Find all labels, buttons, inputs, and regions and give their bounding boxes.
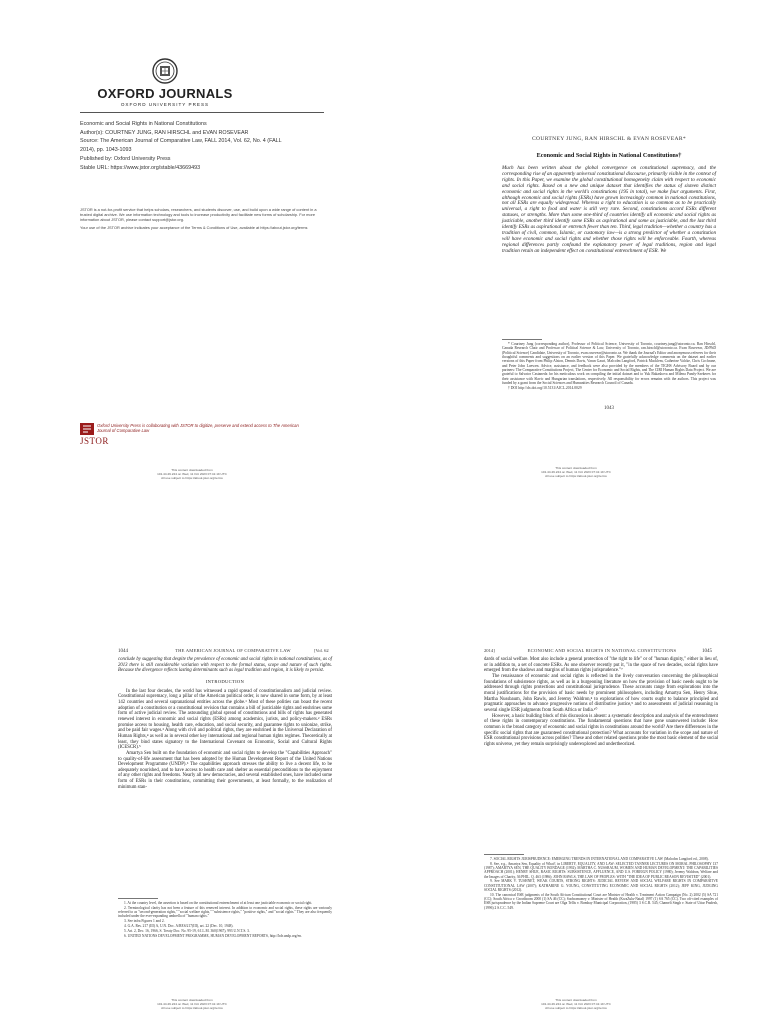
source-line: Source: The American Journal of Comparative Law, FALL 2014, Vol. 62, No. 4 (FALL xyxy=(80,138,282,145)
jstor-wordmark: JSTOR xyxy=(80,436,109,446)
article-title: Economic and Social Rights in National Constitutions xyxy=(80,121,207,127)
jstor-notice xyxy=(80,207,324,233)
footer-line: This content downloaded from xyxy=(171,998,213,1002)
publisher-subtitle: OXFORD UNIVERSITY PRESS xyxy=(120,102,210,107)
footnote: 6. UNITED NATIONS DEVELOPMENT PROGRAMME, HUMAN DEVELOPMENT REPORTS, http://hdr.undp.org/en. xyxy=(124,933,302,938)
footnote: † DOI http://dx.doi.org/10.5131/AJCL.2014.0029 xyxy=(508,386,582,391)
footnotes xyxy=(502,342,716,392)
paragraph: conclude by suggesting that despite the prevalence of economic and social rights in national constitutions, as of 2013 there is still considerable variation with respect to the formal status, scope and nature of such rights. Because the divergence reflects lasting determinants such as legal tradition and region, it is likely to persist. xyxy=(118,657,332,674)
running-head-title: THE AMERICAN JOURNAL OF COMPARATIVE LAW xyxy=(175,648,291,653)
footnote: 9. See MARK V. TUSHNET, WEAK COURTS, STRONG RIGHTS: JUDICIAL REVIEW AND SOCIAL WELFARE RIGHTS IN COMPARATIVE CONSTITUTIONAL LAW (2007); KATHARINE G. YOUNG, CONSTITUTING ECONOMIC AND SOCIAL RIGHTS (2012); JEFF KING, JUDGING SOCIAL RIGHTS (2012). xyxy=(484,879,718,892)
page-number: 1043 xyxy=(604,406,614,411)
footnote-divider xyxy=(484,854,524,855)
footer-line: All use subject to https://about.jstor.org/terms xyxy=(545,1006,607,1010)
paragraph: Amartya Sen built on the foundation of economic and social rights to develop the "Capabilities Approach" to quality-of-life assessment that has been adopted by the Human Development Report of the United Nations Development Programme (UNDP).⁶ The capabilities approach stresses the ability to live a decent life, to be adequately nourished, and to have access to health care and shelter as essential preconditions to the enjoyment of any other rights and freedoms. Nearly all new democracies, and several established ones, have included some form of ESRs in their constitutions, committing their governments, at least formally, to the realization of minimum stan- xyxy=(118,750,332,790)
download-footer xyxy=(0,468,384,480)
footnotes xyxy=(118,901,332,939)
footnote: 5. Art. 2, Dec. 16, 1966, S. Treaty Doc. No. 95-19, 6 I.L.M. 360(1967), 993 U.N.T.S. 3. xyxy=(124,928,250,933)
publisher-name: OXFORD JOURNALS xyxy=(97,86,233,101)
jstor-about: JSTOR is a not-for-profit service that helps scholars, researchers, and students discover, use, and build upon a wide range of content in a trusted digital archive. We use information technology and tools to increase productivity and facilitate new forms of scholarship. For more information about JSTOR, please contact support@jstor.org. xyxy=(80,207,317,223)
jstor-terms-link[interactable]: Your use of the JSTOR archive indicates your acceptance of the Terms & Conditions of Use, available at https://about.jstor.org/terms xyxy=(80,225,308,231)
paragraph: In the last four decades, the world has witnessed a rapid spread of constitutionalism and judicial review. Constitutional supremacy, long a pillar of the American political order, is now shared in some form, by at least 142 countries and several supranational entities across the globe.¹ Most of these polities can boast the recent adoption of a constitution or a constitutional revision that contains a bill of justiciable rights and enshrines some form of active judicial review. The astounding global spread of constitutions and bills of rights has generated renewed interest in economic and social rights (ESRs) among academics, jurists, and policy-makers.² ESRs promise access to housing, health care, education, and social security, and guarantee rights to unionize, strike, and be paid fair wages.³ Along with civil and political rights, they are enshrined in the Universal Declaration of Human Rights,⁴ as well as in several other key international and regional human rights regimes. Theoretically at least, they bind states signatory to the International Covenant on Economic, Social and Cultural Rights (ICESCR).⁵ xyxy=(118,688,332,751)
published-by: Published by: Oxford University Press xyxy=(80,155,171,162)
download-footer xyxy=(384,466,768,478)
footer-line: 101.44.29.224 on Wed, 11 Oct 2023 07:41:19 UTC xyxy=(541,470,611,474)
paragraph: The renaissance of economic and social rights is reflected in the lively conversation concerning the philosophical foundations of subsistence rights, as well as in a burgeoning literature on how the provision of basic needs ought to be addressed through rights protections and constitutional jurisprudence. These accounts range from explorations into the moral justifications for the provision of basic needs by prominent philosophers, including Amartya Sen, Henry Shue, Martha Nussbaum, John Rawls, and Jeremy Waldron,⁸ to explorations of how courts ought to balance principled and pragmatic approaches to advance progressive notions of distributive justice,⁹ and to assessments of judicial reasoning in several single ESR judgments from South Africa or India.¹⁰ xyxy=(484,673,718,713)
footnote: 8. See, e.g., Amartya Sen, Equality of What?, in LIBERTY, EQUALITY, AND LAW: SELECTED TANNER LECTURES ON MORAL PHILOSOPHY 137 (1987); AMARTYA SEN, THE QUALITY BONDAGE (1992); MARTHA C. NUSSBAUM, WOMEN AND HUMAN DEVELOPMENT: THE CAPABILITIES APPROACH (2001); HENRY SHUE, BASIC RIGHTS: SUBSISTENCE, AFFLUENCE, AND U.S. FOREIGN POLICY (1980); Jeremy Waldron, Welfare and the Images of Charity, 36 PHIL. Q. 463 (1986); JOHN RAWLS, THE LAW OF PEOPLES: WITH "THE IDEA OF PUBLIC REASON REVISITED" (2001). xyxy=(484,861,718,879)
stable-url-link[interactable]: Stable URL: https://www.jstor.org/stable/43669493 xyxy=(80,164,201,171)
running-head-page-number: 1045 xyxy=(702,649,712,654)
running-head-volume: [Vol. 62 xyxy=(314,648,329,653)
cover-page xyxy=(0,0,384,512)
footnote-divider xyxy=(502,339,542,340)
footnote: 3. See infra Figures 1 and 2. xyxy=(124,919,165,924)
footnote: 2. Terminological clarity has not been a feature of this renewed interest. In addition to economic and social rights, these rights are variously referred to as "second-generation rights," "social welfare rights," "subsistence rights," "positive rights," and "social rights." They are also frequently included under the ever-expanding umbrella of "human rights." xyxy=(118,905,332,919)
footer-line: 101.44.29.224 on Wed, 11 Oct 2023 07:41:19 UTC xyxy=(157,1002,227,1006)
article-authors: COURTNEY JUNG, RAN HIRSCHL & EVAN ROSEVEAR* xyxy=(532,136,686,142)
footer-line: All use subject to https://about.jstor.org/terms xyxy=(161,476,223,480)
footnote: 4. G.A. Res. 217 (III) A, U.N. Doc. A/RES/217(III), art. 22 (Dec. 10, 1948). xyxy=(124,924,234,929)
divider xyxy=(80,112,324,113)
footer-line: This content downloaded from xyxy=(171,468,213,472)
footer-line: This content downloaded from xyxy=(555,998,597,1002)
footer-line: All use subject to https://about.jstor.org/terms xyxy=(161,1006,223,1010)
collab-text: Oxford University Press is collaborating with JSTOR to digitize, preserve and extend access to The American Journal of Comparative Law xyxy=(97,423,299,434)
article-first-page xyxy=(384,0,768,512)
paragraph: dards of social welfare. Most also include a general protection of "the right to life" or of "human dignity," either in lieu of, or in addition to, a set of concrete ESRs. As one observer recently put it, "in the space of two decades, social rights have emerged from the shadows and margins of human rights jurisprudence."⁷ xyxy=(484,657,718,674)
running-head-page-number: 1044 xyxy=(118,649,128,654)
oxford-seal-icon xyxy=(152,58,178,84)
abstract: Much has been written about the global convergence on constitutional supremacy, and the corresponding rise of an apparently universal constitutional discourse, primarily visible in the context of rights. In this Paper, we examine the global constitutional homogeneity claim with respect to economic and social rights. Based on a new and unique dataset that identifies the status of sixteen distinct economic and social rights in the world's constitutions (195 in total), we make four arguments. First, although economic and social rights (ESRs) have grown increasingly common in national constitutions, not all ESRs are equally widespread. Whereas a right to education is so common as to be practically universal, a right to food and water is still very rare. Second, constitutions accord ESRs different statuses, or strengths. More than some one-third of countries identify all economic and social rights as justiciable, another third identify some ESRs as aspirational and some as justiciable, and the last third identify ESRs as aspirational or entrench fewer than ten. Third, legal tradition—whether a country has a tradition of civil, common, Islamic, or customary law—is a strong predictor of whether a constitution will have economic and social rights and whether those rights will be enforceable. Fourth, whereas regional differences partly confound the explanatory power of legal traditions, region and legal tradition retain an independent effect on constitutional entrenchment of ESR. We xyxy=(502,165,716,254)
citation-block xyxy=(80,120,324,172)
running-head-title: ECONOMIC AND SOCIAL RIGHTS IN NATIONAL CONSTITUTIONS xyxy=(527,648,677,653)
article-page-left xyxy=(0,512,384,1024)
download-footer xyxy=(384,998,768,1010)
source-line-cont: 2014), pp. 1043-1093 xyxy=(80,147,132,154)
article-page-right xyxy=(384,512,768,1024)
footer-line: All use subject to https://about.jstor.org/terms xyxy=(545,474,607,478)
article-heading: Economic and Social Rights in National Constitutions† xyxy=(536,152,682,159)
body-column xyxy=(118,657,332,790)
footnote: * Courtney Jung (corresponding author), Professor of Political Science, University of Toronto, courtney.jung@utoronto.ca. Ran Hirschl, Canada Research Chair and Professor of Political Science & Law, University of Toronto, ran.hirschl@utoronto.ca. Evan Rosevear, JD/PhD (Political Science) Candidate, University of Toronto, evan.rosevear@utoronto.ca. We thank the Journal's Editor and anonymous referees for their thoughtful comments and suggestions on an earlier version of this Paper. We gratefully acknowledge comments on the dataset and earlier versions of this Paper from Philip Alston, Dennis Davis, Varun Gauri, Malcolm Langford, Patrick Macklem, Catherine Valcke, Chris Cochrane, and Peter John Loewen. Advice, assistance, and feedback were also provided by the members of the TIGHS Advisory Board and by our partners: The Comparative Constitutions Project, The Center for Economic and Social Rights, and The CIRI Human Rights Data Project. We are grateful to Salvator Castaneda for his meticulous work on compiling the initial dataset and to Yuk Bakashova and Milena Pandy-Szekeres for their assistance with Slavic and Hungarian translations, respectively. All responsibility for errors remains with the authors. This project was funded by a grant from the Social Sciences and Humanities Research Council of Canada. xyxy=(502,342,717,386)
running-head-year: 2014] xyxy=(484,648,495,653)
section-heading: INTRODUCTION xyxy=(205,678,245,684)
footnote: 1. At the country level, the assertion is based on the constitutional entrenchment of at least one justiciable economic or social right. xyxy=(124,901,313,905)
publisher-logo xyxy=(80,58,250,107)
footnote: 7. SOCIAL RIGHTS JURISPRUDENCE: EMERGING TRENDS IN INTERNATIONAL AND COMPARATIVE LAW (Malcolm Langford ed., 2008). xyxy=(490,857,709,861)
authors-line: Author(s): COURTNEY JUNG, RAN HIRSCHL and EVAN ROSEVEAR xyxy=(80,129,249,136)
download-footer xyxy=(0,998,384,1010)
footer-line: This content downloaded from xyxy=(555,466,597,470)
paragraph: However, a basic building block of this discussion is absent: a systematic description and analysis of the entrenchment of these rights in contemporary constitutions. The fundamental questions that have gone unanswered include: How common is the broad category of economic and social rights in constitutions around the world? Are there differences in the specific social rights that are guaranteed constitutional protection? What accounts for variation in the scope and nature of ESR constitutional provisions across polities? These and other related questions probe the most basic element of the social rights universe, yet they remain surprisingly underexplored and undertheorized. xyxy=(484,713,718,747)
footer-line: 101.44.29.224 on Wed, 11 Oct 2023 07:41:19 UTC xyxy=(157,472,227,476)
footnote: 10. The canonical ESR judgments of the South African Constitutional Court are Minister of Health v. Treatment Action Campaign (No. 2) 2002 (5) SA 721 (CC); South Africa v. Grootboom 2000 (1) SA 46 (CC); Soobramoney v. Minister of Health (KwaZulu-Natal) 1997 (1) SA 765 (CC). Two oft-cited examples of ESR jurisprudence by the Indian Supreme Court are Olga Tellis v. Bombay Municipal Corporation, (1985) 3 S.C.R. 545; Chameli Singh v. State of Uttar Pradesh, (1996) 2 S.C.C. 549. xyxy=(484,892,718,910)
jstor-logo-icon xyxy=(80,423,94,435)
footnote-divider xyxy=(118,898,158,899)
footer-line: 101.44.29.224 on Wed, 11 Oct 2023 07:41:19 UTC xyxy=(541,1002,611,1006)
body-column xyxy=(484,657,718,748)
footnotes xyxy=(484,857,718,910)
